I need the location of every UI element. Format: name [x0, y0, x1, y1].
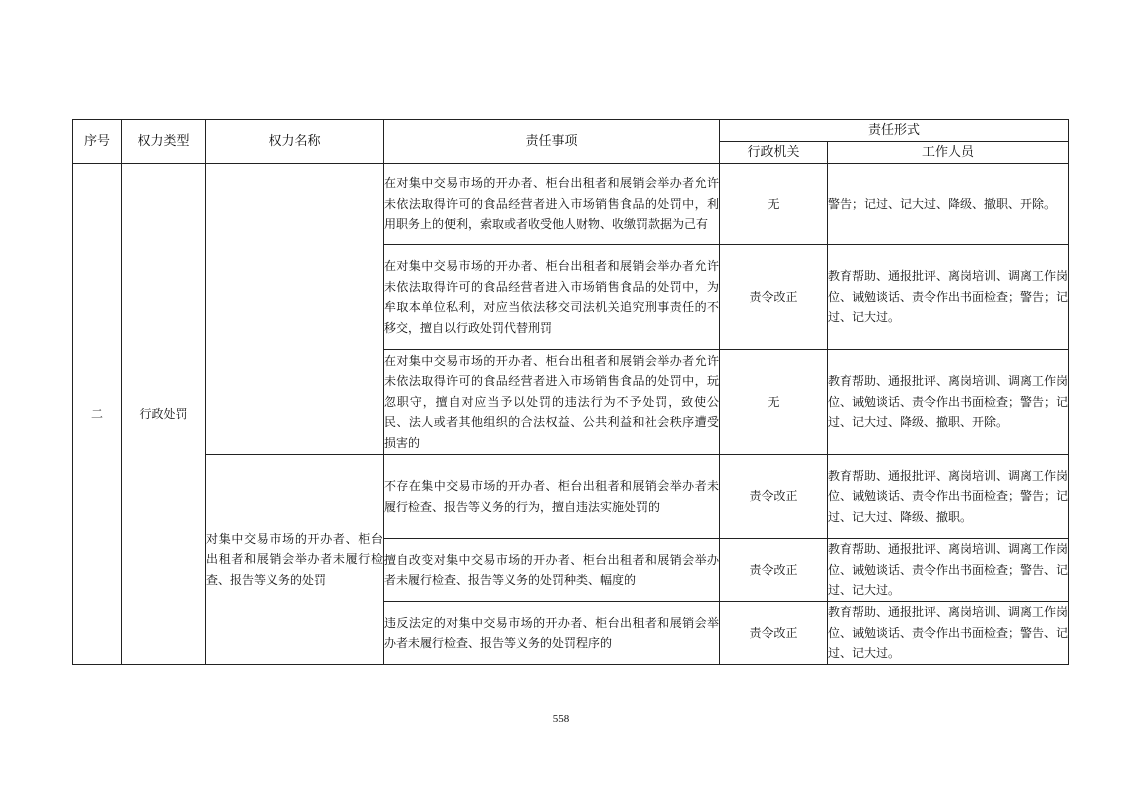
power-name-cell: 对集中交易市场的开办者、柜台出租者和展销会举办者未履行检查、报告等义务的处罚 — [206, 455, 384, 665]
admin-cell: 责令改正 — [720, 539, 828, 602]
staff-cell: 教育帮助、通报批评、离岗培训、调离工作岗位、诫勉谈话、责令作出书面检查；警告、记过、记大过。 — [828, 602, 1069, 665]
duty-cell: 在对集中交易市场的开办者、柜台出租者和展销会举办者允许未依法取得许可的食品经营者进入市场销售食品的处罚中，玩忽职守，擅自对应当予以处罚的违法行为不予处罚，致使公民、法人或者其他组织的合法权益、公共利益和社会秩序遭受损害的 — [384, 350, 720, 455]
seq-cell: 二 — [73, 164, 122, 665]
power-name-cell — [206, 164, 384, 455]
header-seq: 序号 — [73, 120, 122, 164]
header-row — [73, 120, 1069, 142]
admin-cell: 责令改正 — [720, 245, 828, 350]
staff-cell: 教育帮助、通报批评、离岗培训、调离工作岗位、诫勉谈话、责令作出书面检查；警告；记过、记大过、降级、撤职、开除。 — [828, 350, 1069, 455]
header-admin: 行政机关 — [720, 142, 828, 164]
table-row — [73, 455, 1069, 539]
staff-cell: 教育帮助、通报批评、离岗培训、调离工作岗位、诫勉谈话、责令作出书面检查；警告；记过、记大过、降级、撤职。 — [828, 455, 1069, 539]
duty-cell: 违反法定的对集中交易市场的开办者、柜台出租者和展销会举办者未履行检查、报告等义务的处罚程序的 — [384, 602, 720, 665]
header-power-type: 权力类型 — [122, 120, 206, 164]
staff-cell: 教育帮助、通报批评、离岗培训、调离工作岗位、诫勉谈话、责令作出书面检查；警告、记过、记大过。 — [828, 539, 1069, 602]
header-duty: 责任事项 — [384, 120, 720, 164]
power-type-cell: 行政处罚 — [122, 164, 206, 665]
header-staff: 工作人员 — [828, 142, 1069, 164]
table-row — [73, 164, 1069, 245]
responsibility-table — [72, 119, 1069, 665]
duty-cell: 在对集中交易市场的开办者、柜台出租者和展销会举办者允许未依法取得许可的食品经营者进入市场销售食品的处罚中，为牟取本单位私利，对应当依法移交司法机关追究刑事责任的不移交，擅自以行政处罚代替刑罚 — [384, 245, 720, 350]
header-form: 责任形式 — [720, 120, 1069, 142]
duty-cell: 擅自改变对集中交易市场的开办者、柜台出租者和展销会举办者未履行检查、报告等义务的处罚种类、幅度的 — [384, 539, 720, 602]
header-power-name: 权力名称 — [206, 120, 384, 164]
staff-cell: 警告；记过、记大过、降级、撤职、开除。 — [828, 164, 1069, 245]
duty-cell: 在对集中交易市场的开办者、柜台出租者和展销会举办者允许未依法取得许可的食品经营者进入市场销售食品的处罚中，利用职务上的便利，索取或者收受他人财物、收缴罚款据为己有 — [384, 164, 720, 245]
admin-cell: 责令改正 — [720, 602, 828, 665]
admin-cell: 无 — [720, 164, 828, 245]
page-number: 558 — [552, 713, 570, 725]
duty-cell: 不存在集中交易市场的开办者、柜台出租者和展销会举办者未履行检查、报告等义务的行为，擅自违法实施处罚的 — [384, 455, 720, 539]
admin-cell: 无 — [720, 350, 828, 455]
staff-cell: 教育帮助、通报批评、离岗培训、调离工作岗位、诫勉谈话、责令作出书面检查；警告；记过、记大过。 — [828, 245, 1069, 350]
admin-cell: 责令改正 — [720, 455, 828, 539]
